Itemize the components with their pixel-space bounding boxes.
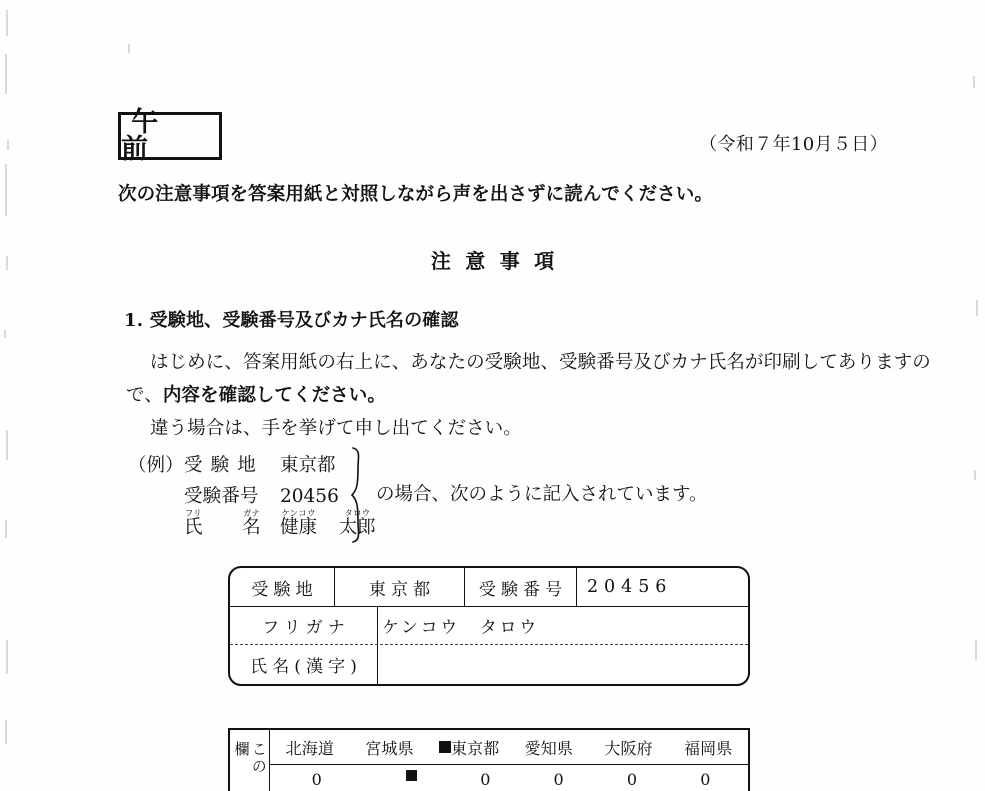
example-site-key: 受験地 bbox=[184, 455, 264, 476]
marking-table bbox=[228, 728, 750, 791]
scan-speckle bbox=[6, 430, 8, 460]
marking-column-header: 愛知県 bbox=[524, 738, 574, 758]
session-label: 午 前 bbox=[121, 107, 169, 165]
read-instruction: 次の注意事項を答案用紙と対照しながら声を出さずに読んでください。 bbox=[118, 184, 713, 205]
marking-column-value[interactable] bbox=[353, 765, 448, 791]
section-1-title: 1. 受験地、受験番号及びカナ氏名の確認 bbox=[124, 310, 459, 331]
example-name-key-1-ruby: フリ bbox=[184, 508, 202, 519]
notice-heading: 注意事項 bbox=[430, 249, 569, 273]
marking-table-value-row bbox=[270, 765, 748, 791]
curly-brace-icon bbox=[350, 446, 370, 544]
answer-number-value: 20456 bbox=[586, 577, 673, 597]
marking-column-value[interactable]: 0 bbox=[626, 770, 638, 789]
example-number-value: 20456 bbox=[280, 486, 339, 507]
example-row-number bbox=[128, 481, 376, 512]
marking-column-value[interactable]: 0 bbox=[553, 770, 564, 789]
scan-speckle bbox=[5, 54, 7, 94]
example-name-key-1: フリ 氏 bbox=[184, 508, 203, 538]
example-tag: （例） bbox=[128, 455, 184, 476]
answer-kana-label: フリガナ bbox=[230, 607, 378, 644]
section-1-paragraph-line-2 bbox=[126, 381, 386, 407]
answer-site-label: 受験地 bbox=[230, 568, 335, 606]
marking-column-header: 宮城県 bbox=[365, 738, 414, 758]
marking-table-header-row bbox=[270, 730, 748, 765]
section-1-paragraph-line-3: 違う場合は、手を挙げて申し出てください。 bbox=[150, 418, 522, 439]
filled-mark-icon bbox=[406, 770, 417, 781]
answer-name-value bbox=[378, 645, 748, 684]
session-label-box bbox=[118, 107, 222, 165]
scan-speckle bbox=[974, 470, 976, 480]
scan-speckle bbox=[973, 76, 975, 88]
example-sentence: の場合、次のように記入されています。 bbox=[376, 484, 708, 505]
marking-table-side-label: この欄 bbox=[232, 741, 268, 776]
marking-column-value[interactable]: 0 bbox=[480, 770, 491, 789]
marking-column-header: 大阪府 bbox=[604, 738, 653, 758]
answer-number-value-cell bbox=[577, 568, 748, 606]
marking-table-body bbox=[270, 730, 748, 791]
scan-speckle bbox=[5, 520, 7, 538]
example-rows bbox=[128, 450, 708, 543]
scan-speckle bbox=[7, 140, 9, 150]
answer-sheet-sample bbox=[228, 566, 750, 686]
scan-speckle bbox=[975, 640, 977, 660]
marking-column-header: 福岡県 bbox=[683, 738, 733, 758]
marking-column-value[interactable]: 0 bbox=[700, 770, 711, 789]
example-name-key-2-ruby: ガナ bbox=[242, 508, 261, 519]
marking-column-header: 東京都 bbox=[429, 730, 509, 764]
marking-column-value[interactable]: 0 bbox=[311, 770, 322, 789]
paragraph-line-2-plain: で、 bbox=[126, 385, 163, 406]
answer-sheet-row-name bbox=[230, 645, 748, 684]
answer-sheet-row-kana bbox=[230, 607, 748, 645]
example-name-key-2: ガナ 名 bbox=[242, 508, 261, 538]
example-site-value: 東京都 bbox=[280, 455, 336, 476]
example-number-key: 受験番号 bbox=[184, 486, 259, 507]
scan-speckle bbox=[6, 640, 8, 674]
scan-speckle bbox=[976, 300, 978, 316]
filled-square-icon bbox=[439, 741, 451, 753]
answer-number-label: 受験番号 bbox=[465, 568, 577, 606]
scan-speckle bbox=[6, 10, 8, 36]
answer-kana-value: ケンコウ タロウ bbox=[382, 618, 539, 638]
example-name-key bbox=[184, 508, 280, 543]
answer-sheet-row-identity bbox=[230, 568, 748, 607]
answer-name-label: 氏名(漢字) bbox=[230, 645, 378, 684]
answer-site-value: 東京都 bbox=[335, 568, 465, 606]
example-row-site bbox=[128, 450, 376, 481]
scan-speckle bbox=[5, 164, 7, 216]
marking-table-side-label-cell bbox=[230, 730, 270, 791]
example-name-value-1-ruby: ケンコウ bbox=[281, 508, 316, 519]
scan-speckle bbox=[128, 44, 130, 53]
scan-speckle bbox=[5, 720, 7, 744]
example-name-value-2: タロウ 太郎 bbox=[338, 508, 376, 538]
marking-column-header: 北海道 bbox=[285, 738, 335, 758]
example-block bbox=[128, 450, 708, 543]
paragraph-line-2-emphasis: 内容を確認してください。 bbox=[162, 385, 386, 406]
section-1-paragraph-line-1: はじめに、答案用紙の右上に、あなたの受験地、受験番号及びカナ氏名が印刷してありますの bbox=[150, 352, 931, 373]
example-row-name bbox=[128, 508, 376, 543]
example-name-value-2-ruby: タロウ bbox=[344, 508, 371, 519]
exam-date: （令和７年10月５日） bbox=[699, 134, 888, 155]
example-name-value-1: ケンコウ 健康 bbox=[280, 508, 318, 538]
scan-speckle bbox=[4, 330, 6, 338]
